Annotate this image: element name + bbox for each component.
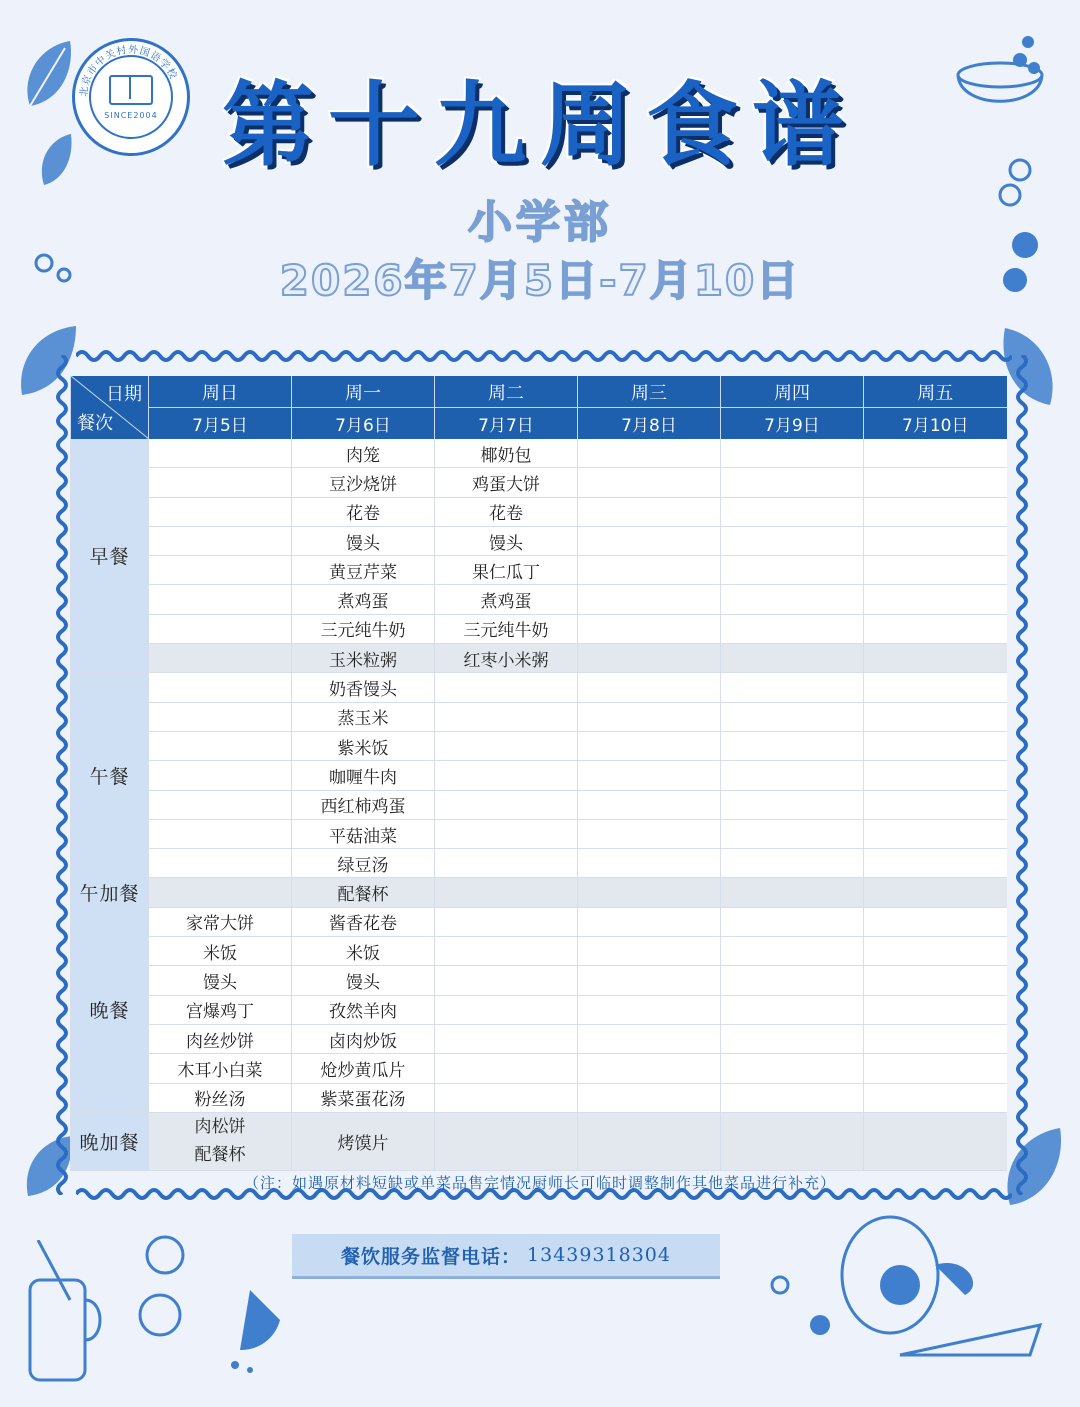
table-row — [71, 1024, 1007, 1053]
menu-cell — [435, 1083, 578, 1112]
table-row — [71, 1112, 1007, 1170]
menu-cell: 馒头 — [435, 526, 578, 555]
table-row — [71, 526, 1007, 555]
menu-cell — [149, 731, 292, 760]
menu-cell — [578, 849, 721, 878]
menu-cell — [578, 937, 721, 966]
menu-cell: 卤肉炒饭 — [292, 1024, 435, 1053]
menu-cell: 紫米饭 — [292, 731, 435, 760]
menu-cell — [578, 731, 721, 760]
menu-cell — [435, 702, 578, 731]
table-corner — [71, 376, 149, 439]
menu-cell — [435, 937, 578, 966]
menu-cell — [864, 1054, 1007, 1083]
menu-cell — [578, 614, 721, 643]
header-row-days — [71, 376, 1007, 408]
header-date: 7月7日 — [435, 408, 578, 440]
menu-table — [70, 376, 1007, 1171]
menu-cell: 西红柿鸡蛋 — [292, 790, 435, 819]
menu-cell: 鸡蛋大饼 — [435, 468, 578, 497]
menu-cell — [864, 878, 1007, 907]
logo-ring-text: 北京市中关村外国语学校 — [78, 44, 180, 98]
header-date: 7月8日 — [578, 408, 721, 440]
menu-cell — [864, 1112, 1007, 1170]
menu-cell — [149, 497, 292, 526]
menu-cell — [864, 468, 1007, 497]
date-range: 2026年7月5日-7月10日 — [279, 256, 801, 305]
menu-cell: 粉丝汤 — [149, 1083, 292, 1112]
menu-cell — [578, 644, 721, 673]
menu-cell — [721, 878, 864, 907]
menu-cell — [149, 761, 292, 790]
menu-cell — [864, 585, 1007, 614]
table-row — [71, 1054, 1007, 1083]
menu-cell — [578, 497, 721, 526]
header-day: 周五 — [864, 376, 1007, 408]
header-day: 周二 — [435, 376, 578, 408]
menu-cell — [149, 702, 292, 731]
meal-label: 早餐 — [71, 439, 149, 673]
menu-cell — [721, 790, 864, 819]
menu-cell — [578, 995, 721, 1024]
menu-cell — [149, 878, 292, 907]
menu-cell — [149, 790, 292, 819]
menu-cell: 咖喱牛肉 — [292, 761, 435, 790]
wave-border-top — [76, 348, 1012, 364]
menu-cell — [578, 1112, 721, 1170]
menu-cell — [578, 966, 721, 995]
menu-cell: 豆沙烧饼 — [292, 468, 435, 497]
wave-border-right — [1014, 355, 1030, 1195]
header-date: 7月6日 — [292, 408, 435, 440]
menu-cell: 红枣小米粥 — [435, 644, 578, 673]
table-row — [71, 439, 1007, 468]
menu-cell — [864, 526, 1007, 555]
menu-cell — [435, 995, 578, 1024]
menu-cell: 煮鸡蛋 — [435, 585, 578, 614]
menu-cell — [149, 614, 292, 643]
menu-cell — [721, 819, 864, 848]
menu-cell — [721, 731, 864, 760]
menu-cell — [721, 966, 864, 995]
header-day: 周日 — [149, 376, 292, 408]
table-row — [71, 849, 1007, 878]
menu-cell — [721, 1083, 864, 1112]
menu-cell: 蒸玉米 — [292, 702, 435, 731]
menu-cell — [149, 439, 292, 468]
menu-cell: 馒头 — [292, 966, 435, 995]
menu-cell — [578, 819, 721, 848]
table-row — [71, 878, 1007, 907]
menu-cell — [721, 556, 864, 585]
menu-cell — [721, 497, 864, 526]
menu-cell — [864, 614, 1007, 643]
menu-cell: 玉米粒粥 — [292, 644, 435, 673]
meal-label: 午餐 — [71, 673, 149, 878]
menu-cell: 肉丝炒饼 — [149, 1024, 292, 1053]
menu-cell — [721, 644, 864, 673]
header-day: 周四 — [721, 376, 864, 408]
menu-cell — [435, 819, 578, 848]
menu-cell — [435, 907, 578, 936]
menu-cell — [578, 673, 721, 702]
table-row — [71, 731, 1007, 760]
table-row — [71, 673, 1007, 702]
table-row — [71, 966, 1007, 995]
menu-cell — [864, 966, 1007, 995]
menu-cell — [578, 907, 721, 936]
menu-cell: 三元纯牛奶 — [435, 614, 578, 643]
menu-cell — [721, 614, 864, 643]
menu-cell — [435, 673, 578, 702]
menu-cell — [864, 439, 1007, 468]
menu-cell — [864, 849, 1007, 878]
menu-cell — [578, 1054, 721, 1083]
menu-cell: 果仁瓜丁 — [435, 556, 578, 585]
table-row — [71, 819, 1007, 848]
menu-cell: 紫菜蛋花汤 — [292, 1083, 435, 1112]
menu-cell: 三元纯牛奶 — [292, 614, 435, 643]
meal-label: 晚餐 — [71, 907, 149, 1112]
menu-cell — [864, 819, 1007, 848]
wave-border-left — [54, 355, 70, 1195]
avocado-carrot-doodle — [760, 1215, 1060, 1395]
header-date: 7月10日 — [864, 408, 1007, 440]
menu-cell — [149, 819, 292, 848]
menu-cell — [578, 702, 721, 731]
table-row — [71, 556, 1007, 585]
menu-body — [71, 439, 1007, 1170]
menu-cell — [864, 1024, 1007, 1053]
menu-cell: 家常大饼 — [149, 907, 292, 936]
menu-cell — [721, 995, 864, 1024]
page-subtitle: 小学部 — [468, 197, 612, 248]
menu-cell — [149, 585, 292, 614]
menu-cell: 馒头 — [149, 966, 292, 995]
header-day: 周三 — [578, 376, 721, 408]
hotline-label: 餐饮服务监督电话： — [341, 1245, 522, 1268]
menu-cell: 花卷 — [435, 497, 578, 526]
menu-cell — [435, 1054, 578, 1083]
hotline-number: 13439318304 — [527, 1244, 671, 1266]
menu-cell — [149, 644, 292, 673]
menu-cell — [721, 1054, 864, 1083]
menu-cell — [864, 731, 1007, 760]
table-row — [71, 761, 1007, 790]
menu-cell: 馒头 — [292, 526, 435, 555]
menu-cell: 煮鸡蛋 — [292, 585, 435, 614]
header-row-dates — [71, 408, 1007, 440]
menu-cell — [149, 849, 292, 878]
menu-cell — [149, 556, 292, 585]
menu-cell — [578, 1083, 721, 1112]
menu-cell: 酱香花卷 — [292, 907, 435, 936]
logo-year: SINCE2004 — [104, 110, 158, 120]
menu-cell: 米饭 — [292, 937, 435, 966]
menu-cell-line: 肉松饼 — [194, 1117, 246, 1138]
menu-cell — [578, 790, 721, 819]
table-row — [71, 644, 1007, 673]
table-row — [71, 585, 1007, 614]
table-row — [71, 937, 1007, 966]
menu-cell — [864, 702, 1007, 731]
menu-cell: 配餐杯 — [292, 878, 435, 907]
menu-cell: 木耳小白菜 — [149, 1054, 292, 1083]
menu-cell — [435, 1024, 578, 1053]
menu-cell — [578, 761, 721, 790]
menu-cell: 米饭 — [149, 937, 292, 966]
header-day: 周一 — [292, 376, 435, 408]
table-row — [71, 702, 1007, 731]
menu-cell: 肉笼 — [292, 439, 435, 468]
page-title: 第十九周食谱 — [221, 72, 858, 179]
menu-cell-line: 配餐杯 — [194, 1145, 246, 1166]
menu-cell — [864, 937, 1007, 966]
header-date: 7月9日 — [721, 408, 864, 440]
table-row — [71, 497, 1007, 526]
menu-cell — [435, 966, 578, 995]
menu-cell — [578, 556, 721, 585]
menu-cell: 黄豆芹菜 — [292, 556, 435, 585]
menu-cell: 绿豆汤 — [292, 849, 435, 878]
menu-cell — [149, 468, 292, 497]
menu-cell — [721, 849, 864, 878]
menu-cell — [864, 556, 1007, 585]
menu-cell: 宫爆鸡丁 — [149, 995, 292, 1024]
lemon-doodle — [130, 1230, 310, 1380]
table-row — [71, 995, 1007, 1024]
menu-cell — [435, 1112, 578, 1170]
menu-cell: 平菇油菜 — [292, 819, 435, 848]
menu-cell — [435, 849, 578, 878]
table-row — [71, 907, 1007, 936]
meal-label: 午加餐 — [71, 878, 149, 907]
menu-cell: 烤馍片 — [292, 1112, 435, 1170]
menu-cell — [864, 790, 1007, 819]
footnote: （注：如遇原材料短缺或单菜品售完情况厨师长可临时调整制作其他菜品进行补充） — [243, 1174, 836, 1192]
menu-cell: 椰奶包 — [435, 439, 578, 468]
menu-cell: 孜然羊肉 — [292, 995, 435, 1024]
menu-cell — [721, 702, 864, 731]
menu-cell — [721, 1112, 864, 1170]
menu-cell — [864, 995, 1007, 1024]
menu-cell: 花卷 — [292, 497, 435, 526]
menu-cell — [578, 468, 721, 497]
menu-cell — [721, 439, 864, 468]
header-date: 7月5日 — [149, 408, 292, 440]
menu-cell: 炝炒黄瓜片 — [292, 1054, 435, 1083]
menu-cell — [578, 439, 721, 468]
corner-label-meal: 餐次 — [77, 413, 113, 434]
meal-label: 晚加餐 — [71, 1112, 149, 1170]
hotline-banner — [292, 1234, 720, 1279]
corner-label-date: 日期 — [106, 384, 142, 405]
menu-cell — [149, 1112, 292, 1170]
menu-cell — [864, 761, 1007, 790]
menu-cell — [721, 468, 864, 497]
menu-cell — [721, 761, 864, 790]
menu-cell — [578, 878, 721, 907]
menu-cell — [721, 937, 864, 966]
menu-cell — [149, 526, 292, 555]
table-row — [71, 614, 1007, 643]
menu-cell — [578, 585, 721, 614]
menu-cell — [864, 497, 1007, 526]
menu-cell — [721, 1024, 864, 1053]
menu-cell — [864, 907, 1007, 936]
table-row — [71, 790, 1007, 819]
table-row — [71, 468, 1007, 497]
menu-cell — [435, 731, 578, 760]
menu-cell — [578, 526, 721, 555]
menu-cell — [578, 1024, 721, 1053]
menu-cell — [721, 585, 864, 614]
menu-cell — [435, 761, 578, 790]
menu-cell — [864, 673, 1007, 702]
menu-cell: 奶香馒头 — [292, 673, 435, 702]
menu-cell — [435, 878, 578, 907]
menu-cell — [721, 526, 864, 555]
menu-cell — [721, 673, 864, 702]
menu-cell — [721, 907, 864, 936]
menu-cell — [864, 1083, 1007, 1112]
jar-doodle — [20, 1240, 110, 1390]
menu-cell — [435, 790, 578, 819]
menu-cell — [149, 673, 292, 702]
table-row — [71, 1083, 1007, 1112]
menu-cell — [864, 644, 1007, 673]
